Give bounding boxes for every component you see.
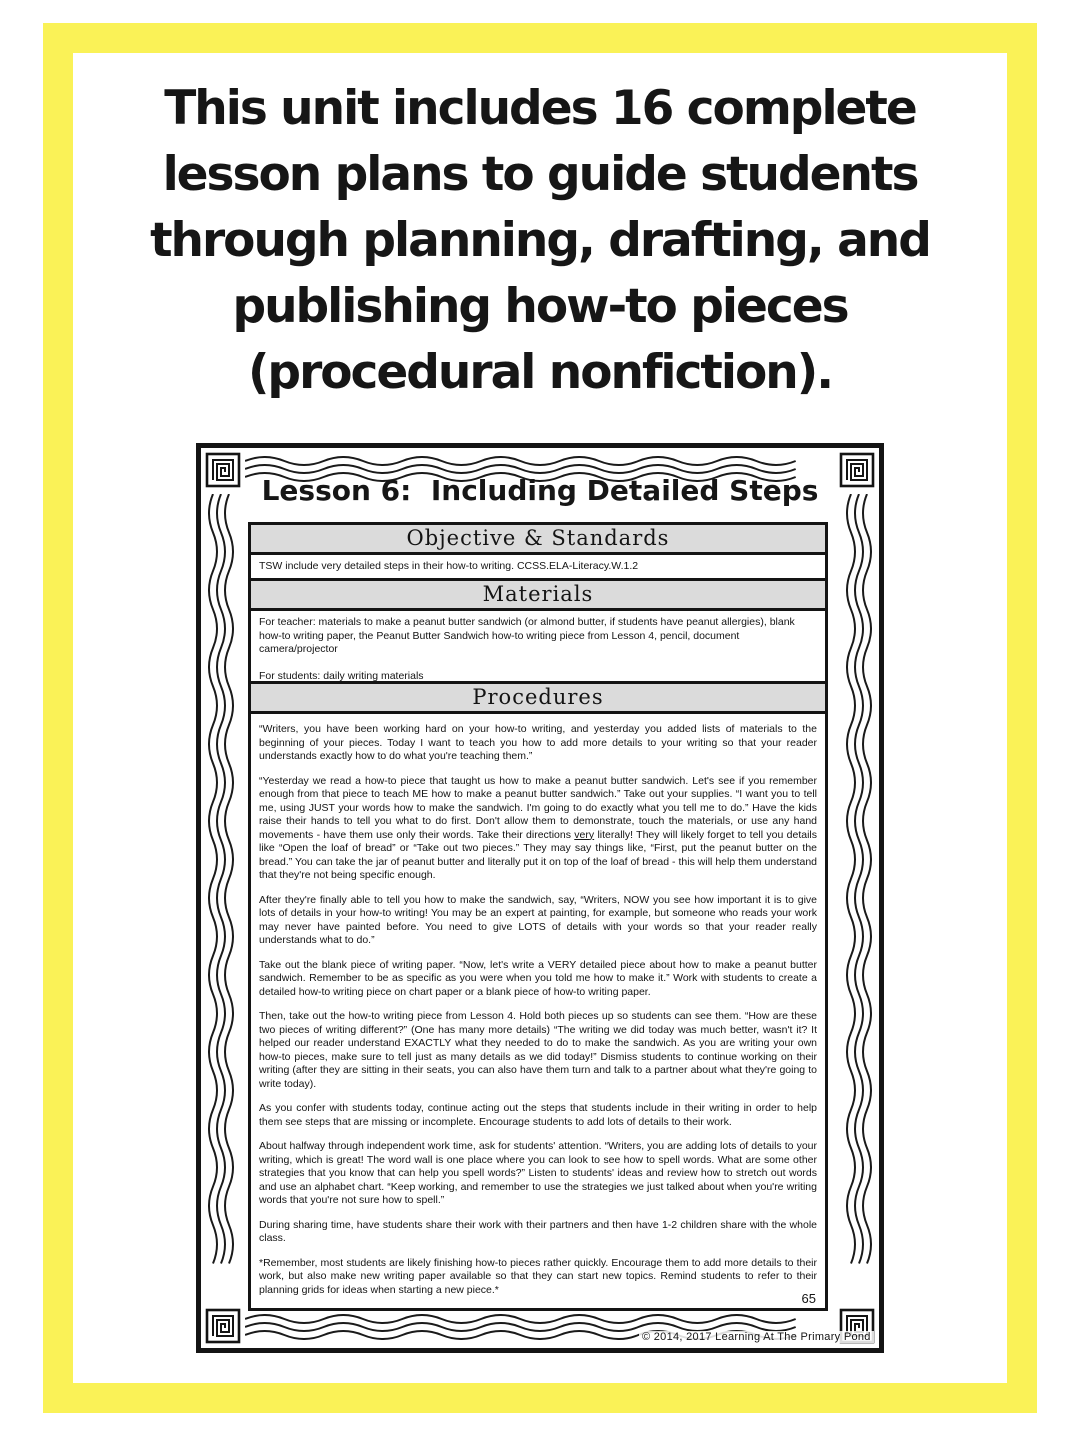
promo-heading-line: (procedural nonfiction). (247, 345, 833, 400)
procedure-paragraph: *Remember, most students are likely finishing how-to pieces rather quickly. Encourage them to add more details to their work, but also make new writing paper available so that they can start new topics. Remind students to refer to their planning grids for ideas when starting a new piece.* (259, 1256, 817, 1296)
materials-teacher-text: For teacher: materials to make a peanut butter sandwich (or almond butter, if students have peanut allergies), blank how-to writing paper, the Peanut Butter Sandwich how-to writing piece from Lesson 4, pencil, document camera/projector (259, 616, 795, 655)
procedures-body (248, 711, 828, 1311)
section-header-objective: Objective & Standards (248, 522, 828, 555)
procedure-paragraph: Then, take out the how-to writing piece from Lesson 4. Hold both pieces up so students can see them. “How are these two pieces of writing different?” (One has many more details) “The writing we did today was much better, wasn't it? It helped our reader understand EXACTLY what they needed to do to make the sandwich. As you are writing your own how-to pieces, make sure to tell just as many details as we did today!” Dismiss students to continue working on their writing (after they are sitting in their seats, you can also have them turn and talk to a partner about what they're going to write today). (259, 1010, 817, 1090)
lesson-title: Lesson 6: Including Detailed Steps (261, 474, 819, 507)
wavy-border-left-icon (208, 494, 234, 1302)
promo-heading-line: through planning, drafting, and (150, 213, 930, 268)
spiral-corner-icon (205, 1308, 241, 1344)
procedure-paragraph: “Writers, you have been working hard on your how-to writing, and yesterday you added lists of materials to the beginning of your pieces. Today I want to teach you how to add more details to your writing so that your reader understands exactly how to do what you're teaching them.” (259, 723, 817, 762)
procedure-text: literally! They will likely forget to tell you details like “Open the loaf of bread” or “Take out two pieces.” They may say things like, “First, put the peanut butter on the bread.” You can take the jar of peanut butter and literally put it on top of the loaf of bread - this will help them understand that they're not being specific enough. (259, 828, 817, 881)
section-header-materials: Materials (248, 578, 828, 611)
wavy-border-right-icon (846, 494, 872, 1302)
objective-body: TSW include very detailed steps in their how-to writing. CCSS.ELA-Literacy.W.1.2 (248, 552, 828, 581)
copyright-text: © 2014, 2017 Learning At The Primary Pond (639, 1331, 874, 1343)
procedure-text: “Yesterday we read a how-to piece that taught us how to make a peanut butter sandwich. Let's see if you remember enough from that piece to teach ME how to make a peanut butter sandwich.” Take out your supplies. “I want you to tell me, using JUST your words how to make the sandwich. I'm going to do exactly what you tell me to do.” Have the kids raise their hands to tell you what to do first. Don't allow them to demonstrate, touch the materials, or use any hand movements - have them use only their words. Take their directions (259, 774, 817, 841)
promo-heading-line: This unit includes 16 complete (164, 81, 916, 136)
page-number: 65 (801, 1290, 816, 1306)
lesson-content (248, 522, 828, 1311)
materials-body (248, 608, 828, 684)
promo-heading-line: publishing how-to pieces (232, 279, 848, 334)
procedure-paragraph: After they're finally able to tell you how to make the sandwich, say, “Writers, NOW you see how important it is to give lots of details in your how-to writing! You may be an expert at painting, for example, but someone who reads your work may never have painted before. You need to give LOTS of details with your words so that your reader really understands what to do.” (259, 893, 817, 946)
procedure-paragraph: During sharing time, have students share their work with their partners and then have 1-2 children share with the whole class. (259, 1218, 817, 1244)
procedure-text-underlined: very (574, 828, 595, 841)
lesson-plan-document (196, 443, 884, 1353)
procedure-paragraph: About halfway through independent work time, ask for students' attention. “Writers, you are adding lots of details to your writing, which is great! The word wall is one place where you can look to see how to spell words. What are some other strategies that you know that can help you spell words?” Listen to students' ideas and review how to stretch out words and use an alphabet chart. “Keep working, and remember to use the strategies we just talked about when you're writing words that you're not sure how to spell.” (259, 1140, 817, 1206)
procedure-paragraph: Take out the blank piece of writing paper. “Now, let's write a VERY detailed piece about how to make a peanut butter sandwich. Remember to be as specific as you were when you told me how to make it.” Work with students to create a detailed how-to writing piece on chart paper or a blank piece of how-to writing paper. (259, 958, 817, 998)
promo-heading-line: lesson plans to guide students (162, 147, 918, 202)
materials-students-text: For students: daily writing materials (259, 669, 424, 682)
procedure-paragraph (259, 775, 817, 883)
procedure-paragraph: As you confer with students today, continue acting out the steps that students include in their writing in order to help them see steps that are missing or incomplete. Encourage students to add lots of details to their work. (259, 1102, 817, 1128)
section-header-procedures: Procedures (248, 681, 828, 714)
promo-heading (70, 76, 1010, 406)
